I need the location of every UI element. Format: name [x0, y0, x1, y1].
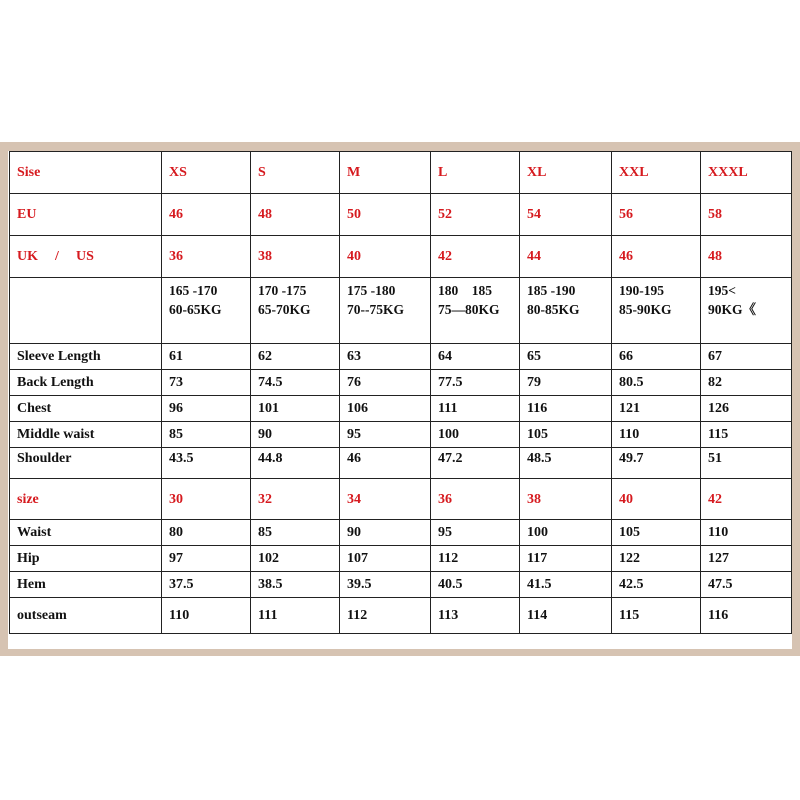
top-size-header-row — [10, 152, 792, 194]
measurement-value: 110 — [162, 598, 251, 634]
measurement-row-back-length — [10, 370, 792, 396]
measurement-value: 62 — [251, 344, 340, 370]
measurement-value: 95 — [431, 520, 520, 546]
measurement-value: 90 — [251, 422, 340, 448]
measurement-value: 112 — [431, 546, 520, 572]
top-size-cell: L — [431, 152, 520, 194]
measurement-value: 51 — [701, 448, 792, 479]
uk-label: UK — [17, 249, 38, 264]
measurement-value: 110 — [701, 520, 792, 546]
measurement-value: 73 — [162, 370, 251, 396]
bottom-size-cell: 34 — [340, 479, 431, 520]
measurement-value: 40.5 — [431, 572, 520, 598]
size-chart-table — [9, 151, 792, 634]
top-size-header-label: Sise — [10, 152, 162, 194]
measurement-value: 90 — [340, 520, 431, 546]
measurement-row-waist — [10, 520, 792, 546]
uk-us-size-cell: 38 — [251, 236, 340, 278]
measurement-value: 82 — [701, 370, 792, 396]
bottom-size-cell: 32 — [251, 479, 340, 520]
top-size-cell: S — [251, 152, 340, 194]
measurement-label: Middle waist — [10, 422, 162, 448]
measurement-value: 105 — [520, 422, 612, 448]
top-size-cell: XXL — [612, 152, 701, 194]
eu-size-cell: 58 — [701, 194, 792, 236]
fit-weight: 60-65KG — [169, 302, 222, 317]
measurement-value: 44.8 — [251, 448, 340, 479]
fit-cell — [162, 278, 251, 344]
measurement-value: 95 — [340, 422, 431, 448]
measurement-value: 106 — [340, 396, 431, 422]
measurement-value: 117 — [520, 546, 612, 572]
fit-weight: 80-85KG — [527, 302, 580, 317]
measurement-label: Chest — [10, 396, 162, 422]
uk-us-size-cell: 48 — [701, 236, 792, 278]
measurement-value: 63 — [340, 344, 431, 370]
fit-cell — [701, 278, 792, 344]
measurement-label: outseam — [10, 598, 162, 634]
uk-us-separator: / — [55, 249, 59, 264]
measurement-value: 48.5 — [520, 448, 612, 479]
measurement-value: 80 — [162, 520, 251, 546]
measurement-value: 111 — [431, 396, 520, 422]
bottom-size-cell: 42 — [701, 479, 792, 520]
measurement-value: 49.7 — [612, 448, 701, 479]
measurement-value: 111 — [251, 598, 340, 634]
eu-size-cell: 50 — [340, 194, 431, 236]
measurement-value: 114 — [520, 598, 612, 634]
fit-label-empty — [10, 278, 162, 344]
measurement-value: 85 — [162, 422, 251, 448]
eu-size-cell: 48 — [251, 194, 340, 236]
fit-cell — [612, 278, 701, 344]
measurement-value: 76 — [340, 370, 431, 396]
fit-height: 170 -175 — [258, 283, 307, 298]
measurement-value: 38.5 — [251, 572, 340, 598]
measurement-row-hip — [10, 546, 792, 572]
uk-us-size-cell: 46 — [612, 236, 701, 278]
uk-us-size-cell: 42 — [431, 236, 520, 278]
fit-cell — [520, 278, 612, 344]
measurement-row-sleeve-length — [10, 344, 792, 370]
measurement-value: 107 — [340, 546, 431, 572]
measurement-value: 116 — [701, 598, 792, 634]
measurement-value: 115 — [612, 598, 701, 634]
measurement-value: 101 — [251, 396, 340, 422]
bottom-size-header-label: size — [10, 479, 162, 520]
measurement-value: 100 — [520, 520, 612, 546]
eu-size-cell: 54 — [520, 194, 612, 236]
fit-weight: 65-70KG — [258, 302, 311, 317]
fit-row — [10, 278, 792, 344]
measurement-value: 127 — [701, 546, 792, 572]
measurement-value: 112 — [340, 598, 431, 634]
measurement-value: 47.2 — [431, 448, 520, 479]
measurement-value: 37.5 — [162, 572, 251, 598]
measurement-value: 80.5 — [612, 370, 701, 396]
top-size-cell: XL — [520, 152, 612, 194]
measurement-value: 96 — [162, 396, 251, 422]
eu-size-cell: 46 — [162, 194, 251, 236]
bottom-size-cell: 30 — [162, 479, 251, 520]
measurement-value: 102 — [251, 546, 340, 572]
measurement-value: 46 — [340, 448, 431, 479]
measurement-value: 105 — [612, 520, 701, 546]
measurement-value: 61 — [162, 344, 251, 370]
uk-us-size-cell: 44 — [520, 236, 612, 278]
bottom-size-header-row — [10, 479, 792, 520]
measurement-label: Hem — [10, 572, 162, 598]
measurement-value: 85 — [251, 520, 340, 546]
measurement-value: 47.5 — [701, 572, 792, 598]
measurement-label: Waist — [10, 520, 162, 546]
measurement-label: Hip — [10, 546, 162, 572]
measurement-row-hem — [10, 572, 792, 598]
fit-weight: 70--75KG — [347, 302, 404, 317]
size-chart-body — [10, 152, 792, 634]
fit-weight: 85-90KG — [619, 302, 672, 317]
measurement-value: 113 — [431, 598, 520, 634]
us-label: US — [76, 249, 94, 264]
measurement-row-shoulder — [10, 448, 792, 479]
measurement-value: 41.5 — [520, 572, 612, 598]
measurement-value: 122 — [612, 546, 701, 572]
fit-cell — [251, 278, 340, 344]
fit-height: 185 -190 — [527, 283, 576, 298]
measurement-value: 97 — [162, 546, 251, 572]
top-size-cell: XXXL — [701, 152, 792, 194]
bottom-size-cell: 36 — [431, 479, 520, 520]
measurement-label: Back Length — [10, 370, 162, 396]
measurement-value: 42.5 — [612, 572, 701, 598]
measurement-value: 74.5 — [251, 370, 340, 396]
uk-us-size-cell: 36 — [162, 236, 251, 278]
measurement-row-middle-waist — [10, 422, 792, 448]
bottom-size-cell: 38 — [520, 479, 612, 520]
measurement-value: 39.5 — [340, 572, 431, 598]
fit-weight: 75—80KG — [438, 302, 500, 317]
fit-height: 190-195 — [619, 283, 664, 298]
measurement-value: 67 — [701, 344, 792, 370]
measurement-value: 100 — [431, 422, 520, 448]
uk-us-label — [10, 236, 162, 278]
measurement-value: 77.5 — [431, 370, 520, 396]
top-size-cell: XS — [162, 152, 251, 194]
fit-cell — [340, 278, 431, 344]
measurement-value: 121 — [612, 396, 701, 422]
eu-size-cell: 56 — [612, 194, 701, 236]
fit-weight: 90KG《 — [708, 302, 757, 317]
measurement-value: 65 — [520, 344, 612, 370]
measurement-value: 116 — [520, 396, 612, 422]
measurement-value: 126 — [701, 396, 792, 422]
measurement-label: Shoulder — [10, 448, 162, 479]
fit-height: 180 185 — [438, 283, 492, 298]
bottom-size-cell: 40 — [612, 479, 701, 520]
measurement-row-outseam — [10, 598, 792, 634]
measurement-row-chest — [10, 396, 792, 422]
measurement-value: 79 — [520, 370, 612, 396]
measurement-value: 115 — [701, 422, 792, 448]
eu-size-row — [10, 194, 792, 236]
measurement-value: 43.5 — [162, 448, 251, 479]
uk-us-size-cell: 40 — [340, 236, 431, 278]
eu-size-cell: 52 — [431, 194, 520, 236]
fit-height: 175 -180 — [347, 283, 396, 298]
fit-height: 165 -170 — [169, 283, 218, 298]
measurement-value: 64 — [431, 344, 520, 370]
top-size-cell: M — [340, 152, 431, 194]
measurement-label: Sleeve Length — [10, 344, 162, 370]
eu-label: EU — [10, 194, 162, 236]
measurement-value: 110 — [612, 422, 701, 448]
uk-us-size-row — [10, 236, 792, 278]
fit-cell — [431, 278, 520, 344]
fit-height: 195< — [708, 283, 736, 298]
measurement-value: 66 — [612, 344, 701, 370]
